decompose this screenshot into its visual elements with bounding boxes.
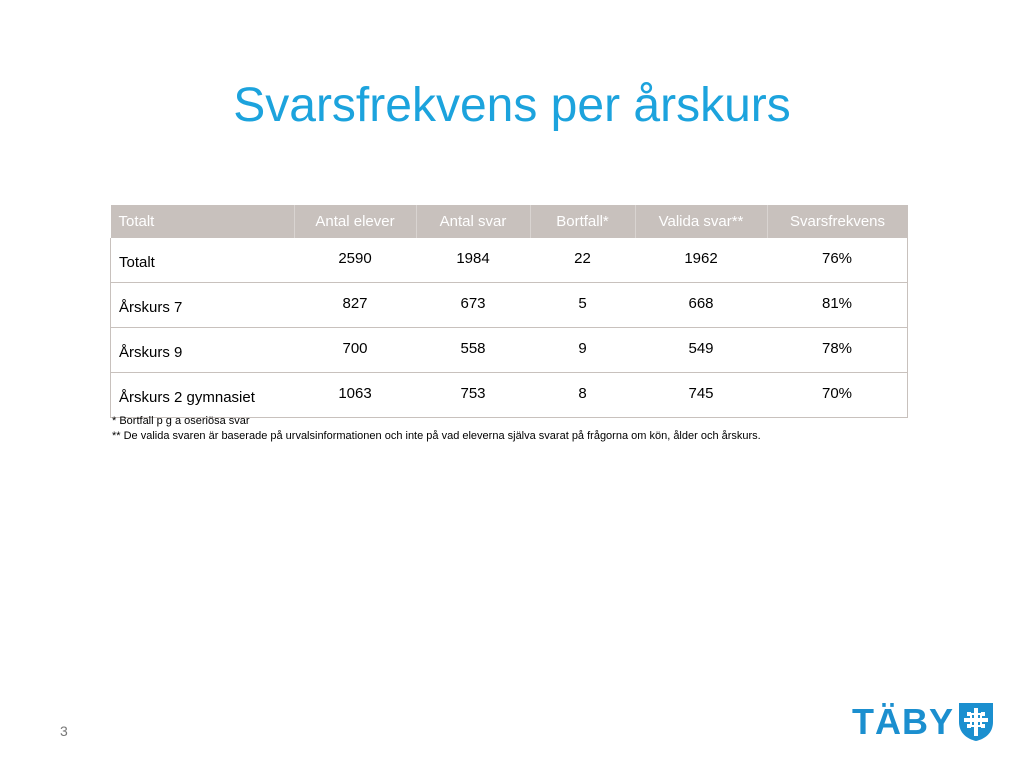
table-cell: 549 bbox=[635, 328, 767, 373]
table-cell: 745 bbox=[635, 373, 767, 418]
page-number: 3 bbox=[60, 723, 68, 739]
table-cell: 76% bbox=[767, 238, 908, 283]
footnotes bbox=[112, 414, 761, 444]
column-header: Valida svar** bbox=[635, 205, 767, 238]
taby-logo bbox=[852, 700, 996, 744]
row-label: Årskurs 7 bbox=[111, 283, 295, 328]
table-row bbox=[111, 373, 908, 418]
column-header: Totalt bbox=[111, 205, 295, 238]
table-cell: 9 bbox=[530, 328, 635, 373]
table-cell: 8 bbox=[530, 373, 635, 418]
table-row bbox=[111, 328, 908, 373]
table-row bbox=[111, 283, 908, 328]
table-cell: 700 bbox=[294, 328, 416, 373]
table-cell: 1063 bbox=[294, 373, 416, 418]
slide-title: Svarsfrekvens per årskurs bbox=[233, 79, 791, 132]
column-header: Svarsfrekvens bbox=[767, 205, 908, 238]
row-label: Årskurs 2 gymnasiet bbox=[111, 373, 295, 418]
footnote-bortfall: * Bortfall p g a oseriösa svar bbox=[112, 415, 250, 427]
table-cell: 827 bbox=[294, 283, 416, 328]
taby-shield-icon bbox=[958, 702, 994, 742]
response-rate-table bbox=[110, 205, 908, 418]
column-header: Antal elever bbox=[294, 205, 416, 238]
table-cell: 2590 bbox=[294, 238, 416, 283]
row-label: Årskurs 9 bbox=[111, 328, 295, 373]
table-cell: 668 bbox=[635, 283, 767, 328]
table-cell: 558 bbox=[416, 328, 530, 373]
table-cell: 753 bbox=[416, 373, 530, 418]
table-header-row bbox=[111, 205, 908, 238]
table-row bbox=[111, 238, 908, 283]
table-cell: 70% bbox=[767, 373, 908, 418]
table-cell: 22 bbox=[530, 238, 635, 283]
table-cell: 1962 bbox=[635, 238, 767, 283]
table-cell: 5 bbox=[530, 283, 635, 328]
table-cell: 673 bbox=[416, 283, 530, 328]
logo-wordmark: TÄBY bbox=[852, 701, 954, 742]
footnote-valida-svar: ** De valida svaren är baserade på urvalsinformationen och inte på vad eleverna själva svarat på frågorna om kön, ålder och årskurs. bbox=[112, 430, 761, 442]
table-cell: 1984 bbox=[416, 238, 530, 283]
table-cell: 78% bbox=[767, 328, 908, 373]
column-header: Bortfall* bbox=[530, 205, 635, 238]
row-label: Totalt bbox=[111, 238, 295, 283]
column-header: Antal svar bbox=[416, 205, 530, 238]
table-cell: 81% bbox=[767, 283, 908, 328]
